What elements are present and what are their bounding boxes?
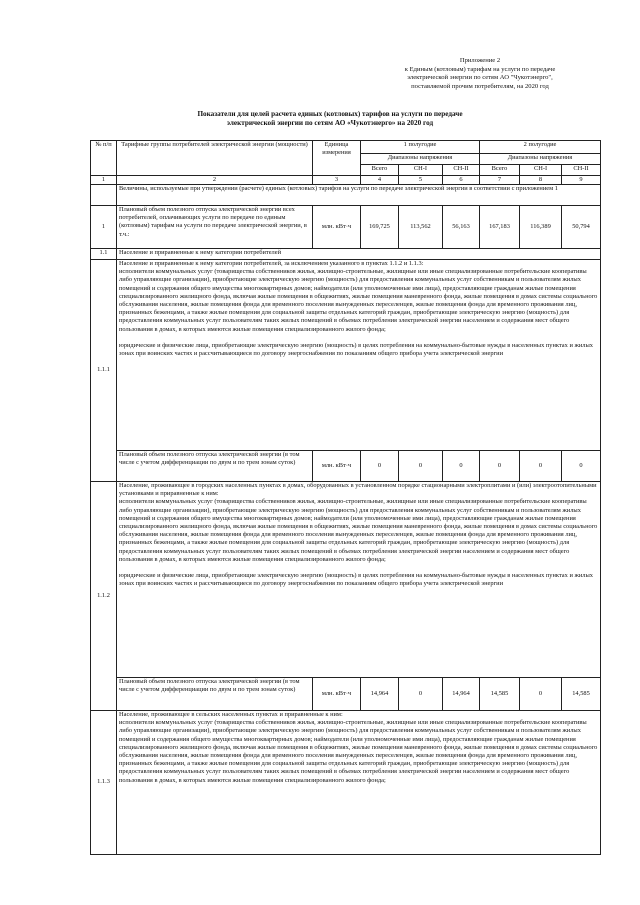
value-cell: 14,964 [361, 678, 399, 711]
row-label: Плановый объем полезного отпуска электрической энергии всех потребителей, оплачивающих услуги по передаче по единым (котловым) тарифам на услуги по передаче электрической энергии, в т.ч.: [117, 206, 313, 249]
header-half2: 2 полугодие [480, 141, 601, 154]
header-unit: Единица измерения [313, 141, 361, 176]
value-cell: 0 [480, 451, 520, 482]
volume-label: Плановый объем полезного отпуска электрической энергии (в том числе с учетом дифференциации по двум и по трем зонам суток) [117, 678, 313, 711]
row-num: 1.1.2 [91, 482, 117, 711]
header-ch2-2: СН-II [562, 165, 601, 176]
row-num: 1.1.1 [91, 260, 117, 482]
row-num: 1 [91, 206, 117, 249]
header-group: Тарифные группы потребителей электрической энергии (мощности) [117, 141, 313, 176]
value-cell: 0 [562, 451, 601, 482]
row-unit: млн. кВт·ч [313, 206, 361, 249]
document-title [150, 110, 510, 128]
value-cell: 50,794 [562, 206, 601, 249]
tariff-table [90, 140, 601, 855]
col-number: 8 [520, 176, 562, 185]
title-line: Показатели для целей расчета единых (котловых) тарифов на услуги по передаче [197, 110, 463, 118]
row-label: Население и приравненные к нему категории потребителей [117, 249, 601, 260]
header-ranges-1: Диапазоны напряжения [361, 154, 480, 165]
title-line: электрической энергии по сетям АО «Чукотэнерго» на 2020 год [226, 119, 434, 127]
row-unit: млн. кВт·ч [313, 451, 361, 482]
col-number: 9 [562, 176, 601, 185]
description-para: Население, проживающее в городских населенных пунктах в домах, оборудованных в установленном порядке стационарными электроплитами и (или) электроотопительными установками и приравненные к ним: [119, 482, 597, 498]
value-cell: 14,585 [562, 678, 601, 711]
value-cell: 0 [399, 451, 443, 482]
header-ch1-1: СН-I [399, 165, 443, 176]
description-para: исполнители коммунальных услуг (товарищества собственников жилья, жилищно-строительные, жилищные или иные специализированные потребительские кооперативы либо управляющие организации), приобретающие электрическую энергию (мощность) для предоставления коммунальных услуг собственникам и пользователям жилых помещений и содержания общего имущества многоквартирных домов; наймодатели (или уполномоченные ими лица), предоставляющие гражданам жилые помещения специализированного жилищного фонда, включая жилые помещения в общежитиях, жилые помещения маневренного фонда, жилые помещения в домах системы социального обслуживания населения, жилые помещения фонда для временного поселения вынужденных переселенцев, жилые помещения фонда для временного проживания лиц, признанных беженцами, а также жилые помещения для социальной защиты отдельных категорий граждан, приобретающие электрическую энергию (мощность) для предоставления коммунальных услуг пользователям таких жилых помещений в объемах потребления электрической энергии населением и содержания мест общего пользования в домах, в которых имеются жилые помещения специализированного жилого фонда; [119, 268, 598, 333]
col-number: 5 [399, 176, 443, 185]
header-ranges-2: Диапазоны напряжения [480, 154, 601, 165]
row-unit: млн. кВт·ч [313, 678, 361, 711]
description-para: исполнители коммунальных услуг (товарищества собственников жилья, жилищно-строительные, жилищные или иные специализированные потребительские кооперативы либо управляющие организации), приобретающие электрическую энергию (мощность) для предоставления коммунальных услуг собственникам и пользователям жилых помещений и содержания общего имущества многоквартирных домов; наймодатели (или уполномоченные ими лица), предоставляющие гражданам жилые помещения специализированного жилищного фонда, включая жилые помещения в общежитиях, жилые помещения маневренного фонда, жилые помещения в домах системы социального обслуживания населения, жилые помещения фонда для временного поселения вынужденных переселенцев, жилые помещения фонда для временного проживания лиц, признанных беженцами, а также жилые помещения для социальной защиты отдельных категорий граждан, приобретающие электрическую энергию (мощность) для предоставления коммунальных услуг пользователям таких жилых помещений в объемах потребления электрической энергии населением и содержания мест общего пользования в домах, в которых имеются жилые помещения специализированного жилого фонда; [119, 719, 598, 784]
col-number: 4 [361, 176, 399, 185]
value-cell: 0 [361, 451, 399, 482]
value-cell: 0 [399, 678, 443, 711]
col-number: 1 [91, 176, 117, 185]
header-ch1-2: СН-I [520, 165, 562, 176]
value-cell: 0 [443, 451, 480, 482]
description-para: юридические и физические лица, приобретающие электрическую энергию (мощность) в целях потребления на коммунально-бытовые нужды в населенных пунктах и жилых зонах при воинских частях и рассчитывающиеся по договору энергоснабжения по показаниям общего прибора учета электрической энергии [119, 341, 593, 358]
col-number: 7 [480, 176, 520, 185]
description-para: Население и приравненные к нему категории потребителей, за исключением указанного в пунктах 1.1.2 и 1.1.3: [119, 260, 424, 267]
value-cell: 167,183 [480, 206, 520, 249]
value-cell: 14,585 [480, 678, 520, 711]
header-ch2-1: СН-II [443, 165, 480, 176]
category-description [117, 482, 601, 678]
appendix-header [360, 57, 600, 91]
header-total-2: Всего [480, 165, 520, 176]
col-number: 3 [313, 176, 361, 185]
section1-text: Величины, используемые при утверждении (расчете) единых (котловых) тарифов на услуги по передаче электрической энергии в соответствии с приложением 1 [117, 185, 601, 206]
description-para: исполнители коммунальных услуг (товарищества собственников жилья, жилищно-строительные, жилищные или иные специализированные потребительские кооперативы либо управляющие организации), приобретающие электрическую энергию (мощность) для предоставления коммунальных услуг собственникам и пользователям жилых помещений и содержания общего имущества многоквартирных домов; наймодатели (или уполномоченные ими лица), предоставляющие гражданам жилые помещения специализированного жилищного фонда, включая жилые помещения в общежитиях, жилые помещения маневренного фонда, жилые помещения в домах системы социального обслуживания населения, жилые помещения фонда для временного поселения вынужденных переселенцев, жилые помещения фонда для временного проживания лиц, признанных беженцами, а также жилые помещения для социальной защиты отдельных категорий граждан, приобретающие электрическую энергию (мощность) для предоставления коммунальных услуг пользователям таких жилых помещений в объемах потребления электрической энергии населением и содержания мест общего пользования в домах, в которых имеются жилые помещения специализированного жилого фонда; [119, 498, 598, 563]
volume-label: Плановый объем полезного отпуска электрической энергии (в том числе с учетом дифференциации по двум и по трем зонам суток) [117, 451, 313, 482]
value-cell: 169,725 [361, 206, 399, 249]
row-num: 1.1 [91, 249, 117, 260]
appendix-line: Приложение 2 [459, 57, 501, 64]
appendix-line: поставляемой прочим потребителям, на 2020 год [411, 82, 549, 90]
category-description [117, 260, 601, 451]
value-cell: 0 [520, 678, 562, 711]
header-total-1: Всего [361, 165, 399, 176]
value-cell: 113,562 [399, 206, 443, 249]
value-cell: 56,163 [443, 206, 480, 249]
header-half1: 1 полугодие [361, 141, 480, 154]
header-num: № п/п [91, 141, 117, 176]
section1-num [91, 185, 117, 206]
description-para: юридические и физические лица, приобретающие электрическую энергию (мощность) в целях потребления на коммунально-бытовые нужды в населенных пунктах и жилых зонах при воинских частях и рассчитывающиеся по договору энергоснабжения по показаниям общего прибора учета электрической энергии [119, 572, 593, 588]
value-cell: 14,964 [443, 678, 480, 711]
col-number: 6 [443, 176, 480, 185]
category-description [117, 711, 601, 855]
appendix-line: к Единым (котловым) тарифам на услуги по передаче [404, 65, 556, 73]
value-cell: 0 [520, 451, 562, 482]
value-cell: 116,389 [520, 206, 562, 249]
col-number: 2 [117, 176, 313, 185]
row-num: 1.1.3 [91, 711, 117, 855]
appendix-line: электрической энергии по сетям АО "Чукотэнерго", [407, 74, 553, 82]
description-para: Население, проживающее в сельских населенных пунктах и приравненные к ним: [119, 711, 343, 718]
